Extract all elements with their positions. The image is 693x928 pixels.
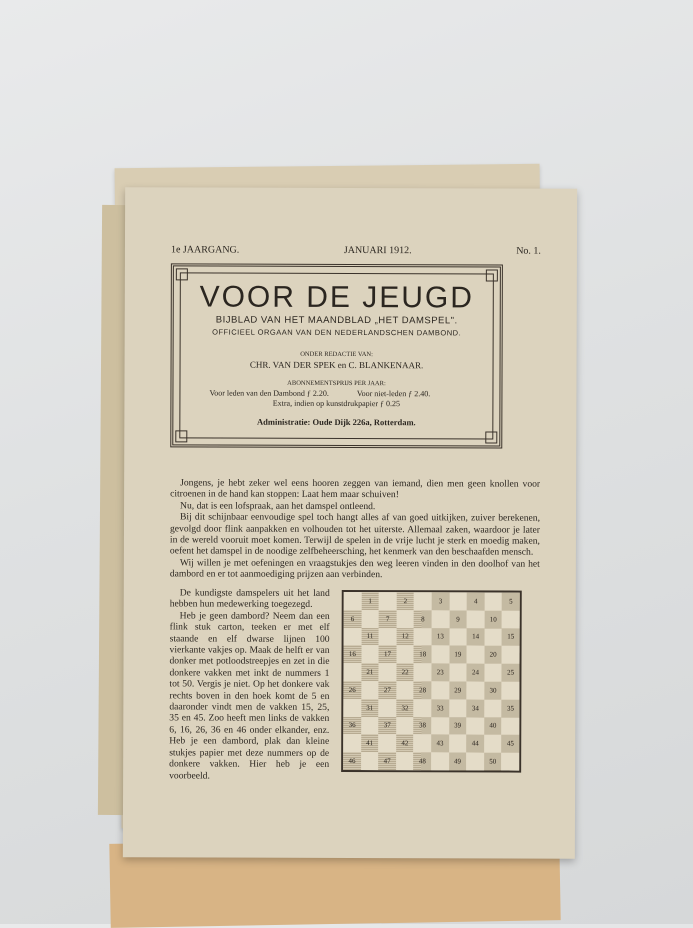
redactie-label: ONDER REDACTIE VAN: xyxy=(300,350,373,359)
board-square-light xyxy=(343,663,361,681)
board-square-light xyxy=(502,753,520,771)
paragraph: Jongens, je hebt zeker wel eens hooren zeggen van iemand, dien men geen knollen voor citroenen in de hand kan stoppen: Laat hem maar schuiven! xyxy=(170,477,541,501)
board-square-dark: 20 xyxy=(484,646,502,664)
board-square-light xyxy=(467,681,485,699)
board-square-dark: 35 xyxy=(502,699,520,717)
board-square-light xyxy=(502,682,520,700)
board-square-dark: 49 xyxy=(449,753,467,771)
board-square-light xyxy=(344,628,362,646)
board-square-light xyxy=(467,610,485,628)
frame-corner xyxy=(176,268,188,280)
board-square-dark: 16 xyxy=(344,645,362,663)
board-square-dark: 37 xyxy=(378,717,396,735)
board-square-dark: 32 xyxy=(396,699,414,717)
board-square-light xyxy=(396,681,414,699)
board-square-light xyxy=(466,753,484,771)
paragraph: Bij dit schijnbaar eenvoudige spel toch hangt alles af van goed uitkijken, zuiver berekenen, gevolgd door flink aanpakken en volhouden tot het uiterste. Allemaal zaken, waardoor je later in de wereld vooruit moet komen. Terwijl de spelen in de vrije lucht je sterk en moedig maken, oefent het damspel in de noodige zelfbeheersching, het kenmerk van den beschaafden mensch. xyxy=(169,511,541,559)
board-square-light xyxy=(414,663,432,681)
board-square-light xyxy=(449,628,467,646)
issue-date: JANUARI 1912. xyxy=(343,244,412,257)
board-square-dark: 43 xyxy=(431,735,449,753)
board-square-dark: 33 xyxy=(431,699,449,717)
board-square-light xyxy=(431,717,449,735)
board-square-light xyxy=(361,752,379,770)
board-square-dark: 8 xyxy=(414,610,432,628)
board-square-light xyxy=(431,681,449,699)
board-square-light xyxy=(344,592,362,610)
board-square-light xyxy=(431,752,449,770)
board-square-light xyxy=(414,735,432,753)
board-square-dark: 30 xyxy=(484,681,502,699)
board-square-light xyxy=(343,699,361,717)
board-square-dark: 48 xyxy=(414,752,432,770)
board-square-light xyxy=(432,646,450,664)
board-square-light xyxy=(361,610,379,628)
board-square-dark: 14 xyxy=(467,628,485,646)
board-square-dark: 31 xyxy=(361,699,379,717)
board-square-dark: 46 xyxy=(343,752,361,770)
board-square-dark: 10 xyxy=(484,610,502,628)
board-square-dark: 44 xyxy=(466,735,484,753)
board-square-dark: 2 xyxy=(396,592,414,610)
price-leden: Voor leden van den Dambond ƒ 2.20. xyxy=(209,388,329,398)
board-square-light xyxy=(396,717,414,735)
paragraph: Wij willen je met oefeningen en vraagstukjes den weg leeren vinden in den doolhof van het dambord en er tot aanmoediging prijzen aan verbinden. xyxy=(169,557,540,581)
board-square-dark: 7 xyxy=(379,610,397,628)
board-square-dark: 4 xyxy=(467,592,485,610)
board-square-light xyxy=(379,699,397,717)
board-square-dark: 22 xyxy=(396,663,414,681)
board-square-light xyxy=(484,628,502,646)
board-square-dark: 11 xyxy=(361,628,379,646)
board-square-light xyxy=(502,610,520,628)
board-square-light xyxy=(379,592,397,610)
board-square-dark: 25 xyxy=(502,664,520,682)
board-square-light xyxy=(379,663,397,681)
board-square-dark: 1 xyxy=(361,592,379,610)
board-square-dark: 6 xyxy=(344,610,362,628)
article-intro xyxy=(170,477,540,581)
board-square-dark: 39 xyxy=(449,717,467,735)
board-square-light xyxy=(484,699,502,717)
board-square-light xyxy=(361,681,379,699)
administratie: Administratie: Oude Dijk 226a, Rotterdam. xyxy=(257,416,416,428)
board-square-dark: 34 xyxy=(467,699,485,717)
frame-corner xyxy=(485,431,497,443)
board-square-dark: 40 xyxy=(484,717,502,735)
board-square-light xyxy=(361,645,379,663)
board-square-light xyxy=(502,646,520,664)
paragraph: De kundigste damspelers uit het land hebben hun medewerking toegezegd. xyxy=(169,587,330,611)
board-square-dark: 12 xyxy=(396,628,414,646)
jaargang: 1e JAARGANG. xyxy=(170,244,240,256)
board-square-dark: 19 xyxy=(449,646,467,664)
board-square-dark: 27 xyxy=(379,681,397,699)
draughts-board-diagram xyxy=(341,590,522,773)
board-square-light xyxy=(449,735,467,753)
board-square-light xyxy=(502,717,520,735)
board-square-light xyxy=(414,592,432,610)
board-square-light xyxy=(343,734,361,752)
board-square-light xyxy=(467,646,485,664)
paragraph: Nu, dat is een lofspraak, aan het damspel ontleend. xyxy=(180,500,376,512)
price-extra: Extra, indien op kunstdrukpapier ƒ 0.25 xyxy=(272,398,401,409)
board-square-dark: 13 xyxy=(432,628,450,646)
abonnement-prices xyxy=(173,388,499,398)
board-square-dark: 9 xyxy=(449,610,467,628)
board-square-dark: 36 xyxy=(343,717,361,735)
issue-number: No. 1. xyxy=(516,245,541,257)
board-square-light xyxy=(379,628,397,646)
board-square-dark: 41 xyxy=(361,734,379,752)
board-square-dark: 47 xyxy=(378,752,396,770)
board-square-dark: 28 xyxy=(414,681,432,699)
board-square-dark: 23 xyxy=(431,663,449,681)
board-square-dark: 3 xyxy=(432,592,450,610)
paragraph: Heb je geen dambord? Neem dan een flink stuk carton, teeken er met elf staande en elf dwarse lijnen 100 vierkante vakjes op. Maak de helft er van donker met potloodstreepjes en zet in die donkere vakken met inkt de nummers 1 tot 50. Vergis je niet. Op het donkere vak rechts boven in den hoek komt de 5 en daaronder vindt men de vakken 15, 25, 35 en 45. Zoo heeft men links de vakken 6, 16, 26, 36 en 46 onder elkander, enz. Heb je een dambord, plak dan kleine stukjes papier met deze nummers op de donkere vakken. Hier heb je een voorbeeld. xyxy=(169,610,330,782)
board-square-dark: 50 xyxy=(484,753,502,771)
redactie-names: CHR. VAN DER SPEK en C. BLANKENAAR. xyxy=(249,359,424,371)
board-square-light xyxy=(449,592,467,610)
board-square-dark: 29 xyxy=(449,681,467,699)
board-square-light xyxy=(396,610,414,628)
board-square-dark: 15 xyxy=(502,628,520,646)
board-square-light xyxy=(466,717,484,735)
board-square-light xyxy=(414,699,432,717)
board-square-dark: 26 xyxy=(343,681,361,699)
price-niet-leden: Voor niet-leden ƒ 2.40. xyxy=(356,389,431,399)
frame-corner xyxy=(175,430,187,442)
board-square-light xyxy=(396,646,414,664)
board-square-dark: 38 xyxy=(414,717,432,735)
board-square-light xyxy=(484,592,502,610)
board-square-light xyxy=(396,752,414,770)
board-square-dark: 21 xyxy=(361,663,379,681)
board-square-light xyxy=(484,735,502,753)
abonnement-label: ABONNEMENTSPRIJS PER JAAR: xyxy=(287,379,386,388)
masthead-subtitle: BIJBLAD VAN HET MAANDBLAD „HET DAMSPEL". xyxy=(215,314,458,327)
board-square-light xyxy=(378,734,396,752)
board-square-dark: 17 xyxy=(379,645,397,663)
masthead-organ: OFFICIEEL ORGAAN VAN DEN NEDERLANDSCHEN DAMBOND. xyxy=(212,327,462,338)
frame-corner xyxy=(486,269,498,281)
article-column xyxy=(169,587,330,781)
board-square-light xyxy=(414,628,432,646)
board-square-dark: 45 xyxy=(502,735,520,753)
board-square-dark: 5 xyxy=(502,593,520,611)
magazine-page xyxy=(123,187,577,859)
board-square-dark: 42 xyxy=(396,735,414,753)
board-square-dark: 24 xyxy=(467,664,485,682)
board-square-light xyxy=(361,717,379,735)
board-square-light xyxy=(484,664,502,682)
board-square-light xyxy=(449,664,467,682)
masthead xyxy=(170,263,503,448)
board-square-dark: 18 xyxy=(414,646,432,664)
masthead-title: VOOR DE JEUGD xyxy=(199,280,475,315)
board-square-light xyxy=(432,610,450,628)
issue-header xyxy=(171,244,541,256)
board-square-light xyxy=(449,699,467,717)
